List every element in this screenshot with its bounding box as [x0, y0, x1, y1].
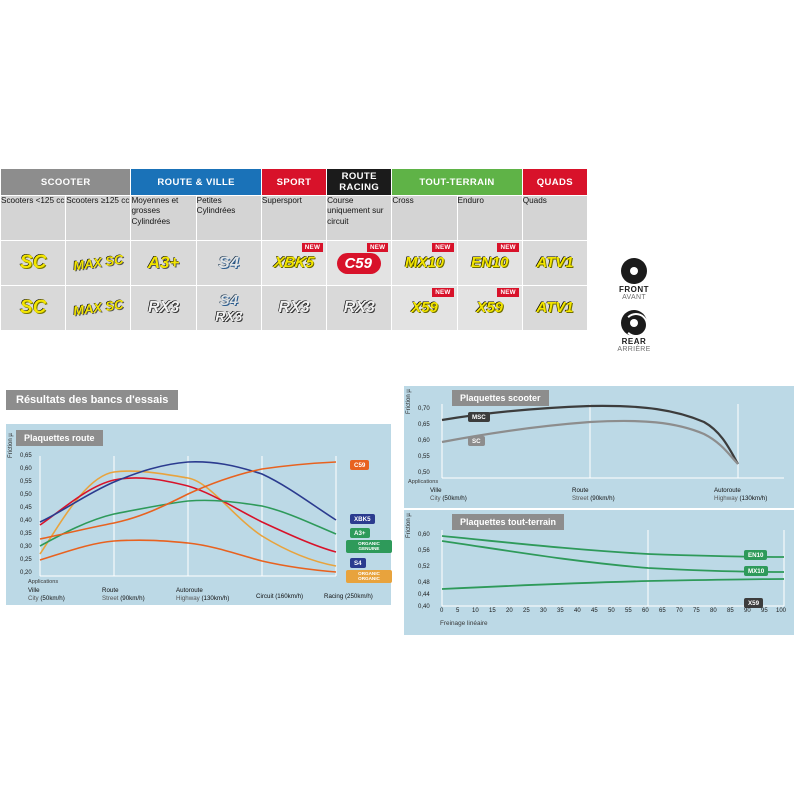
chart-route-ylabel: Friction µ — [8, 433, 14, 458]
new-badge: NEW — [497, 288, 518, 297]
ytick: 0,25 — [20, 557, 32, 563]
ytick: 0,35 — [20, 531, 32, 537]
pad-application-table — [0, 168, 588, 331]
cell-front-scooter-gt125 — [66, 241, 131, 286]
chart-scooter-xlabel: Applications — [408, 479, 439, 485]
pad-maxsc-front: MAX SC — [72, 251, 125, 274]
subheader-enduro: Enduro — [457, 196, 522, 241]
xtick: 0 — [440, 608, 444, 614]
chart-plaquettes-scooter — [404, 386, 794, 508]
xtick: 25 — [523, 608, 530, 614]
pad-rx3-rear: RX3 — [147, 299, 180, 316]
ytick: 0,40 — [20, 518, 32, 524]
front-label: FRONT — [618, 285, 650, 294]
cell-rear-supersport — [261, 286, 326, 331]
ytick: 0,65 — [20, 453, 32, 459]
cell-rear-scooter-lt125 — [1, 286, 66, 331]
xtick-autoroute: Autoroute Highway (130km/h) — [714, 487, 768, 502]
xtick-circuit: Circuit (160km/h) — [256, 593, 304, 600]
table-header-row — [1, 169, 588, 196]
rear-label: REAR — [621, 337, 647, 346]
header-sport: SPORT — [261, 169, 326, 196]
ytick: 0,40 — [418, 604, 430, 610]
xtick-route: Route Street (90km/h) — [102, 587, 145, 602]
cell-front-enduro — [457, 241, 522, 286]
cell-rear-cross — [392, 286, 457, 331]
subheader-scooter-gt125: Scooters ≥125 cc — [66, 196, 131, 241]
chart-tt-title: Plaquettes tout-terrain — [452, 514, 564, 530]
series-label-xbk5: XBK5 — [350, 514, 375, 524]
new-badge: NEW — [497, 243, 518, 252]
xtick: 90 — [744, 608, 751, 614]
xtick: 45 — [591, 608, 598, 614]
series-label-s4: S4 — [350, 558, 366, 568]
cell-rear-moyennes — [131, 286, 196, 331]
series-label-organic-genuine: ORGANIC GENUINE — [346, 540, 392, 553]
chart-scooter-title: Plaquettes scooter — [452, 390, 549, 406]
subheader-supersport: Supersport — [261, 196, 326, 241]
cell-front-petites — [196, 241, 261, 286]
subheader-course: Course uniquement sur circuit — [327, 196, 392, 241]
ytick: 0,60 — [418, 438, 430, 444]
chart-route-xlabel: Applications — [28, 579, 59, 585]
chart-plaquettes-route — [6, 424, 391, 605]
chart-route-plot — [6, 424, 391, 605]
xtick: 55 — [625, 608, 632, 614]
cell-rear-course — [327, 286, 392, 331]
cell-rear-quads — [522, 286, 587, 331]
brake-disc-front-icon — [621, 258, 647, 284]
ytick: 0,65 — [418, 422, 430, 428]
xtick: 80 — [710, 608, 717, 614]
pad-atv1-front: ATV1 — [536, 254, 574, 271]
xtick-racing: Racing (250km/h) — [324, 593, 373, 600]
chart-tt-ylabel: Friction µ — [406, 513, 412, 538]
subheader-petites: Petites Cylindrées — [196, 196, 261, 241]
ytick: 0,56 — [418, 548, 430, 554]
rear-sublabel: ARRIÈRE — [617, 346, 651, 353]
xtick: 85 — [727, 608, 734, 614]
series-label-a3: A3+ — [350, 528, 370, 538]
cell-rear-petites — [196, 286, 261, 331]
rear-marker — [588, 310, 680, 353]
pad-xbk5-front: XBK5 — [272, 254, 316, 271]
pad-rx3-rear-2: RX3 — [215, 308, 243, 324]
xtick: 100 — [776, 608, 787, 614]
pad-mx10-front: MX10 — [404, 254, 445, 271]
xtick-ville: Ville City (50km/h) — [430, 487, 467, 502]
table-row-front — [1, 241, 588, 286]
ytick: 0,30 — [20, 544, 32, 550]
cell-front-course — [327, 241, 392, 286]
cell-front-cross — [392, 241, 457, 286]
subheader-cross: Cross — [392, 196, 457, 241]
chart-plaquettes-tout-terrain — [404, 510, 794, 635]
brake-disc-rear-icon — [621, 310, 647, 336]
header-scooter: SCOOTER — [1, 169, 131, 196]
pad-c59-front: C59 — [337, 253, 381, 274]
pad-s4-front: S4 — [218, 252, 240, 272]
ytick: 0,55 — [418, 454, 430, 460]
pad-atv1-rear: ATV1 — [536, 299, 574, 316]
cell-front-scooter-lt125 — [1, 241, 66, 286]
front-sublabel: AVANT — [622, 294, 646, 301]
series-label-en10: EN10 — [744, 550, 767, 560]
pad-a3-front: A3+ — [147, 252, 180, 272]
series-label-x59: X59 — [744, 598, 763, 608]
front-marker — [588, 258, 680, 301]
ytick: 0,52 — [418, 564, 430, 570]
pad-x59-rear-cross: X59 — [411, 299, 438, 316]
ytick: 0,45 — [20, 505, 32, 511]
pad-x59-rear-enduro: X59 — [476, 299, 503, 316]
xtick: 70 — [676, 608, 683, 614]
table-row-rear — [1, 286, 588, 331]
header-route-ville: ROUTE & VILLE — [131, 169, 261, 196]
new-badge: NEW — [432, 288, 453, 297]
series-label-organic: ORGANIC ORGANIC — [346, 570, 392, 583]
ytick: 0,70 — [418, 406, 430, 412]
new-badge: NEW — [367, 243, 388, 252]
ytick: 0,60 — [20, 466, 32, 472]
subheader-moyennes: Moyennes et grosses Cylindrées — [131, 196, 196, 241]
xtick: 50 — [608, 608, 615, 614]
ytick: 0,55 — [20, 479, 32, 485]
series-label-sc: SC — [468, 436, 485, 446]
cell-front-supersport — [261, 241, 326, 286]
chart-tt-xlabel: Freinage linéaire — [440, 620, 488, 627]
ytick: 0,48 — [418, 580, 430, 586]
pad-s4-rear: S4 — [219, 292, 238, 309]
subheader-quads: Quads — [522, 196, 587, 241]
xtick-route: Route Street (90km/h) — [572, 487, 615, 502]
xtick: 40 — [574, 608, 581, 614]
chart-route-title: Plaquettes route — [16, 430, 103, 446]
header-quads: QUADS — [522, 169, 587, 196]
series-label-msc: MSC — [468, 412, 490, 422]
xtick: 65 — [659, 608, 666, 614]
series-label-mx10: MX10 — [744, 566, 768, 576]
xtick: 5 — [456, 608, 460, 614]
ytick: 0,60 — [418, 532, 430, 538]
xtick: 75 — [693, 608, 700, 614]
subheader-scooter-lt125: Scooters <125 cc — [1, 196, 66, 241]
table-subheader-row — [1, 196, 588, 241]
chart-scooter-ylabel: Friction µ — [406, 389, 412, 414]
pad-sc-front: SC — [19, 252, 47, 273]
ytick: 0,44 — [418, 592, 430, 598]
section-title: Résultats des bancs d'essais — [6, 390, 178, 410]
header-route-racing: ROUTE RACING — [327, 169, 392, 196]
xtick: 15 — [489, 608, 496, 614]
xtick: 95 — [761, 608, 768, 614]
xtick-ville: Ville City (50km/h) — [28, 587, 65, 602]
xtick: 20 — [506, 608, 513, 614]
header-tout-terrain: TOUT-TERRAIN — [392, 169, 522, 196]
new-badge: NEW — [432, 243, 453, 252]
xtick: 35 — [557, 608, 564, 614]
xtick: 30 — [540, 608, 547, 614]
pad-rx3-rear-supersport: RX3 — [278, 299, 310, 316]
ytick: 0,20 — [20, 570, 32, 576]
series-label-c59: C59 — [350, 460, 369, 470]
new-badge: NEW — [302, 243, 323, 252]
cell-rear-enduro — [457, 286, 522, 331]
pad-sc-rear: SC — [19, 297, 47, 318]
pad-en10-front: EN10 — [470, 254, 509, 271]
cell-front-quads — [522, 241, 587, 286]
cell-rear-scooter-gt125 — [66, 286, 131, 331]
cell-front-moyennes — [131, 241, 196, 286]
xtick: 10 — [472, 608, 479, 614]
ytick: 0,50 — [20, 492, 32, 498]
xtick-autoroute: Autoroute Highway (130km/h) — [176, 587, 230, 602]
xtick: 60 — [642, 608, 649, 614]
pad-rx3-rear-course: RX3 — [343, 299, 375, 316]
pad-maxsc-rear: MAX SC — [72, 296, 125, 319]
ytick: 0,50 — [418, 470, 430, 476]
